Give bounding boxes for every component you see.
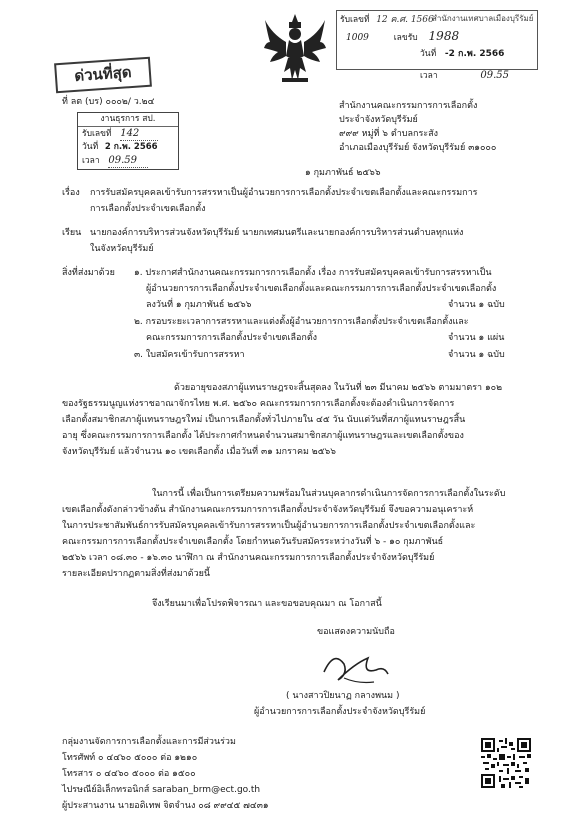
enclosure-label: สิ่งที่ส่งมาด้วย (62, 268, 115, 278)
sender-address (339, 99, 496, 155)
stamp-top-line4-value: 09.55 (480, 70, 510, 81)
document-date: ๑ กุมภาพันธ์ ๒๕๖๖ (305, 168, 381, 178)
sender-line4: อำเภอเมืองบุรีรัมย์ จังหวัดบุรีรัมย์ ๓๑๐๐๐ (339, 143, 497, 153)
footer-dept: กลุ่มงานจัดการการเลือกตั้งและการมีส่วนร่วม (62, 737, 236, 747)
enclosure-2-qty: จำนวน ๑ แผ่น (448, 333, 505, 343)
stamp-top-line2-hand: 1988 (428, 29, 460, 43)
enclosure-3-line1: ๓. ใบสมัครเข้ารับการสรรหา (134, 350, 245, 360)
to-label: เรียน (62, 228, 82, 238)
signer-title: ผู้อำนวยการการเลือกตั้งประจำจังหวัดบุรีรัมย์ (254, 707, 426, 717)
footer-email: ไปรษณีย์อิเล็กทรอนิกส์ saraban_brm@ect.go.th (62, 785, 261, 795)
enclosure-1-line3: ลงวันที่ ๑ กุมภาพันธ์ ๒๕๖๖ (146, 300, 252, 310)
para2-line5: ๒๕๖๖ เวลา ๐๘.๓๐ - ๑๖.๓๐ นาฬิกา ณ สำนักงานคณะกรรมการการเลือกตั้งประจำจังหวัดบุรีรัมย์ (62, 553, 435, 563)
closing-text: จึงเรียนมาเพื่อโปรดพิจารณา และขอขอบคุณมา ณ โอกาสนี้ (152, 599, 382, 609)
enclosure-1-line2: ผู้อำนวยการการเลือกตั้งประจำเขตเลือกตั้งและคณะกรรมการการเลือกตั้งประจำเขตเลือกตั้ง (146, 284, 497, 294)
stamp-top-line3-value: -2 ก.พ. 2566 (444, 49, 505, 59)
enclosure-2-line2: คณะกรรมการการเลือกตั้งประจำเขตเลือกตั้ง (146, 333, 318, 343)
enclosure-1-line1: ๑. ประกาศสำนักงานคณะกรรมการการเลือกตั้ง เรื่อง การรับสมัครบุคคลเข้ารับการสรรหาเป็น (134, 268, 492, 278)
para1-line5: จังหวัดบุรีรัมย์ แล้วจำนวน ๑๐ เขตเลือกตั้ง เมื่อวันที่ ๓๑ มกราคม ๒๕๖๖ (62, 447, 336, 457)
stamp-number-value: 142 (120, 127, 158, 141)
stamp-top-line2 (346, 30, 459, 44)
signature-icon (314, 644, 394, 690)
receive-stamp-top (336, 10, 536, 90)
signer-name: ( นางสาวปิยนาฏ กลางพนม ) (286, 691, 400, 701)
stamp-top-line2-value: 1009 (346, 33, 369, 43)
subject-line2: การเลือกตั้งประจำเขตเลือกตั้ง (90, 204, 206, 214)
stamp-top-line4-label: เวลา (420, 71, 438, 81)
sender-line3: ๙๙๙ หมู่ที่ ๖ ตำบลกระสัง (339, 129, 438, 139)
stamp-top-line3 (420, 48, 504, 60)
stamp-date-label: วันที่ (82, 142, 99, 152)
footer-coordinator: ผู้ประสานงาน นายอดิเทพ จิตจำนง ๐๘ ๙๙๔๕ ๗๔๓๑ (62, 801, 269, 811)
garuda-emblem-icon (262, 12, 328, 86)
subject-label: เรื่อง (62, 188, 80, 198)
para1-line3: เลือกตั้งสมาชิกสภาผู้แทนราษฎรใหม่ เป็นการเลือกตั้งทั่วไปภายใน ๔๕ วัน นับแต่วันที่สภาผู้แทนราษฎรสิ้น (62, 415, 466, 425)
stamp-top-line1 (340, 14, 434, 26)
stamp-date-value: 2 ก.พ. 2566 (104, 142, 158, 152)
qr-code-icon[interactable] (481, 738, 531, 788)
stamp-title: งานธุรการ สป. (78, 113, 178, 127)
document-number: ที่ ลต (บร) ๐๐๐๒/ ว.๒๔ (62, 97, 155, 107)
stamp-top-line4 (420, 70, 509, 82)
stamp-number-row (78, 127, 178, 141)
stamp-time-value: 09.59 (108, 154, 148, 168)
para2-line6: รายละเอียดปรากฏตามสิ่งที่ส่งมาด้วยนี้ (62, 569, 211, 579)
footer-fax: โทรสาร ๐ ๔๔๖๐ ๕๐๐๐ ต่อ ๑๕๐๐ (62, 769, 196, 779)
stamp-time-row (78, 154, 178, 168)
sender-line2: ประจำจังหวัดบุรีรัมย์ (339, 115, 418, 125)
sender-line1: สำนักงานคณะกรรมการการเลือกตั้ง (339, 101, 478, 111)
para1-line4: อายุ ซึ่งคณะกรรมการการเลือกตั้ง ได้ประกาศกำหนดจำนวนสมาชิกสภาผู้แทนราษฎรและเขตเลือกตั้งของ (62, 431, 464, 441)
stamp-top-line3-label: วันที่ (420, 49, 437, 59)
para2-line3: ในการประชาสัมพันธ์การรับสมัครบุคคลเข้ารับการสรรหาเป็นผู้อำนวยการการเลือกตั้งประจำเขตเลือกตั้งและ (62, 521, 476, 531)
footer-phone: โทรศัพท์ ๐ ๔๔๖๐ ๕๐๐๐ ต่อ ๑๒๑๐ (62, 753, 198, 763)
stamp-top-line2-label: เลขรับ (393, 33, 418, 43)
enclosure-3-qty: จำนวน ๑ ฉบับ (448, 350, 505, 360)
regards-text: ขอแสดงความนับถือ (317, 627, 395, 637)
footer-contact (62, 734, 269, 814)
para1-line2: ของรัฐธรรมนูญแห่งราชอาณาจักรไทย พ.ศ. ๒๕๖๐ คณะกรรมการการเลือกตั้งจะต้องดำเนินการจัดการ (62, 399, 455, 409)
stamp-top-org: สำนักงานเทศบาลเมืองบุรีรัมย์ (432, 14, 534, 23)
para2-line1: ในการนี้ เพื่อเป็นการเตรียมความพร้อมในส่วนบุคลากรดำเนินการจัดการการเลือกตั้งในระดับ (152, 489, 506, 499)
para2-line2: เขตเลือกตั้งดังกล่าวข้างต้น สำนักงานคณะกรรมการการเลือกตั้งประจำจังหวัดบุรีรัมย์ จึงขอความอนุเคราะห์ (62, 505, 474, 515)
para2-line4: คณะกรรมการการเลือกตั้งประจำเขตเลือกตั้ง โดยกำหนดวันรับสมัครระหว่างวันที่ ๖ - ๑๐ กุมภาพันธ์ (62, 537, 444, 547)
stamp-number-label: รับเลขที่ (82, 129, 112, 139)
stamp-top-line1-label: รับเลขที่ (340, 15, 370, 25)
stamp-time-label: เวลา (82, 156, 100, 166)
subject-line1: การรับสมัครบุคคลเข้ารับการสรรหาเป็นผู้อำนวยการการเลือกตั้งประจำเขตเลือกตั้งและคณะกรรมการ (90, 188, 478, 198)
para1-line1: ด้วยอายุของสภาผู้แทนราษฎรจะสิ้นสุดลง ในวันที่ ๒๓ มีนาคม ๒๕๖๖ ตามมาตรา ๑๐๒ (174, 383, 503, 393)
to-line2: ในจังหวัดบุรีรัมย์ (90, 244, 154, 254)
enclosure-1-qty: จำนวน ๑ ฉบับ (448, 300, 505, 310)
stamp-date-row (78, 141, 178, 154)
stamp-top-line1-value: 12 ค.ศ. 1566 (376, 15, 434, 25)
urgent-stamp: ด่วนที่สุด (54, 57, 152, 94)
enclosure-2-line1: ๒. กรอบระยะเวลาการสรรหาและแต่งตั้งผู้อำนวยการการเลือกตั้งประจำเขตเลือกตั้งและ (134, 317, 469, 327)
to-line1: นายกองค์การบริหารส่วนจังหวัดบุรีรัมย์ นายกเทศมนตรีและนายกองค์การบริหารส่วนตำบลทุกแห่ง (90, 228, 464, 238)
receive-stamp-left (77, 112, 179, 170)
